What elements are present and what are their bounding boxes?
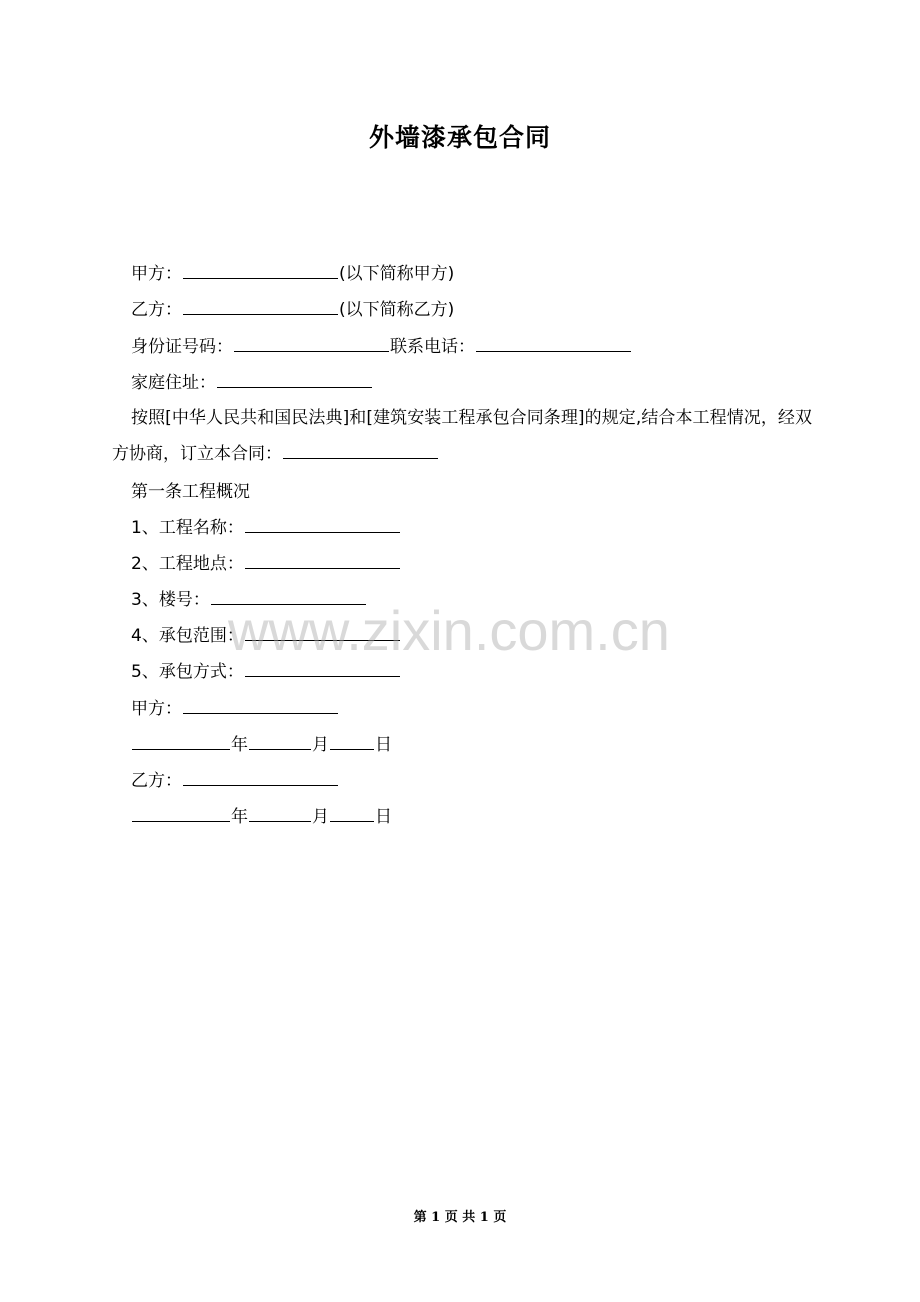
party-a-label: 甲方：	[131, 264, 182, 284]
date-b-year-blank	[132, 805, 230, 822]
sign-a-blank	[183, 697, 338, 714]
sign-a-label: 甲方：	[131, 699, 182, 719]
preamble-blank	[283, 442, 438, 459]
watermark: www.zixin.com.cn	[228, 599, 670, 662]
party-a-line	[131, 262, 454, 286]
id-label: 身份证号码：	[131, 337, 233, 357]
party-b-line	[131, 298, 454, 322]
date-b-month: 月	[312, 807, 329, 827]
date-b-month-blank	[249, 805, 311, 822]
item3-label: 3、楼号：	[131, 590, 210, 610]
address-line	[131, 371, 373, 395]
preamble-paragraph	[112, 400, 812, 472]
party-b-label: 乙方：	[131, 300, 182, 320]
sign-b-line	[131, 769, 339, 793]
item2-blank	[245, 552, 400, 569]
item5-label: 5、承包方式：	[131, 662, 244, 682]
id-blank	[234, 335, 389, 352]
item2-label: 2、工程地点：	[131, 554, 244, 574]
party-b-note: (以下简称乙方)	[339, 300, 455, 320]
item1-label: 1、工程名称：	[131, 518, 244, 538]
date-a-line	[131, 733, 392, 757]
party-a-note: (以下简称甲方)	[339, 264, 455, 284]
sign-b-blank	[183, 769, 338, 786]
sign-b-label: 乙方：	[131, 771, 182, 791]
date-b-day: 日	[375, 807, 392, 827]
item2-line	[131, 552, 401, 576]
preamble-text: 按照[中华人民共和国民法典]和[建筑安装工程承包合同条理]的规定,结合本工程情况，经双方协商，订立本合同：	[112, 408, 812, 464]
id-phone-line	[131, 335, 632, 359]
date-b-year: 年	[231, 807, 248, 827]
article1-title: 第一条工程概况	[131, 482, 250, 502]
party-a-blank	[183, 262, 338, 279]
address-label: 家庭住址：	[131, 373, 216, 393]
document-title: 外墙漆承包合同	[368, 123, 551, 152]
date-a-day-blank	[330, 733, 374, 750]
item1-line	[131, 516, 401, 540]
date-a-day: 日	[375, 735, 392, 755]
item4-label: 4、承包范围：	[131, 626, 244, 646]
date-a-month-blank	[249, 733, 311, 750]
phone-label: 联系电话：	[390, 337, 475, 357]
date-b-line	[131, 805, 392, 829]
page-footer: 第 1 页 共 1 页	[413, 1210, 507, 1225]
date-a-year-blank	[132, 733, 230, 750]
sign-a-line	[131, 697, 339, 721]
item1-blank	[245, 516, 400, 533]
phone-blank	[476, 335, 631, 352]
date-a-month: 月	[312, 735, 329, 755]
date-b-day-blank	[330, 805, 374, 822]
address-blank	[217, 371, 372, 388]
party-b-blank	[183, 298, 338, 315]
date-a-year: 年	[231, 735, 248, 755]
item5-line	[131, 660, 401, 684]
